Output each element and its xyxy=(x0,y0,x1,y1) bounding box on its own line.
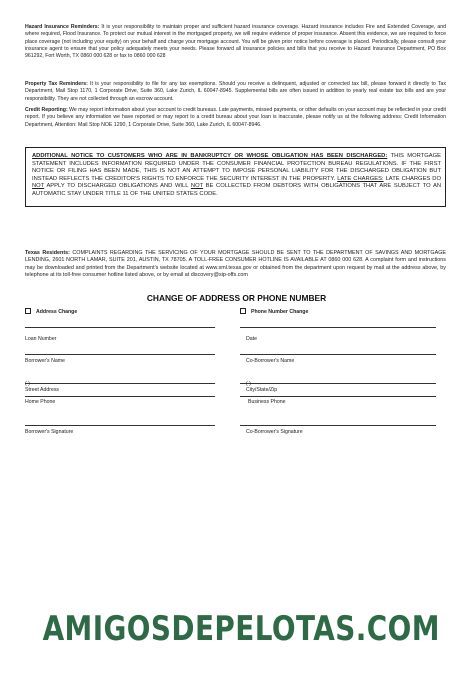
address-change-label: Address Change xyxy=(36,309,78,315)
loan-number-field[interactable] xyxy=(25,327,215,328)
phone-change-label: Phone Number Change xyxy=(251,309,309,315)
coborrowers-signature-label: Co-Borrower's Signature xyxy=(246,429,303,435)
borrowers-signature-field[interactable] xyxy=(25,425,215,426)
coborrowers-signature-field[interactable] xyxy=(240,425,436,426)
bankruptcy-notice-text xyxy=(32,153,441,199)
home-phone-area-code: ( ) xyxy=(25,381,30,387)
borrowers-name-field[interactable] xyxy=(25,354,215,355)
city-state-zip-field[interactable] xyxy=(240,383,436,384)
late-charges-text-2: APPLY TO DISCHARGED OBLIGATIONS AND WILL xyxy=(44,183,191,190)
phone-change-checkbox[interactable] xyxy=(240,308,246,314)
business-phone-label: Business Phone xyxy=(248,399,286,405)
business-phone-field[interactable] xyxy=(240,396,436,397)
not-emphasis-2: NOT xyxy=(190,183,204,190)
not-emphasis-1: NOT xyxy=(32,183,45,190)
city-state-zip-label: City/State/Zip xyxy=(246,387,278,393)
bankruptcy-notice-body: THIS MORTGAGE STATEMENT INCLUDES INFORMATION REQUIRED UNDER THE CONSUMER FINANCIAL PROTECTION BUREAU REGULATIONS. IF THE FIRST NOTICE OR FILING HAS BEEN MADE, THIS IS NOT AN ATTEMPT TO IMPOSE PERSONAL LIABILITY FOR THE DISCHARGED OBLIGATION BUT INSTEAD REFLECTS THE CREDITOR'S RIGHTS TO ENFORCE THE SECURITY INTEREST IN THE PROPERTY. xyxy=(32,153,441,182)
business-phone-area-code: ( ) xyxy=(246,381,251,387)
hazard-insurance-paragraph xyxy=(25,24,446,60)
coborrowers-name-label: Co-Borrower's Name xyxy=(246,358,295,364)
credit-reporting-text: We may report information about your account to credit bureaus. Late payments, missed payments, or other defaults on your account may be reflected in your credit report. If you believe any information we have reported or may report to a credit bureau about your loan is inaccurate, please notify us at the following address: Credit Information Department, Attention: Mail Stop NOE 1290, 1 Corporate Drive, Suite 360, Lake Zurich, IL 60047-8946. xyxy=(25,107,446,128)
property-tax-heading: Property Tax Reminders: xyxy=(25,81,88,87)
texas-residents-text: COMPLAINTS REGARDING THE SERVICING OF YOUR MORTGAGE SHOULD BE SENT TO THE DEPARTMENT OF SAVINGS AND MORTGAGE LENDING, 2601 NORTH LAMAR, SUITE 201, AUSTIN, TX 78705. A TOLL-FREE CONSUMER HOTLINE IS AVAILABLE AT 0860 000 628. A complaint form and instructions may be downloaded and printed from the Department's website located at www.sml.texas.gov or obtained from the department upon request by mail at the address above, by telephone at its toll-free consumer hotline listed above, or by email at discovery@sip-offs.com xyxy=(25,250,446,278)
borrowers-signature-label: Borrower's Signature xyxy=(25,429,74,435)
site-watermark: AMIGOSDEPELOTAS.COM xyxy=(42,609,440,649)
texas-residents-heading: Texas Residents: xyxy=(25,250,70,256)
bankruptcy-notice-heading: ADDITIONAL NOTICE TO CUSTOMERS WHO ARE IN BANKRUPTCY OR WHOSE OBLIGATION HAS BEEN DISCHARGED: xyxy=(32,153,388,159)
property-tax-paragraph xyxy=(25,81,446,103)
form-title: CHANGE OF ADDRESS OR PHONE NUMBER xyxy=(146,293,327,303)
date-label: Date xyxy=(246,336,257,342)
date-field[interactable] xyxy=(240,327,436,328)
street-address-label: Street Address xyxy=(25,387,60,393)
coborrowers-name-field[interactable] xyxy=(240,354,436,355)
street-address-field[interactable] xyxy=(25,383,215,384)
bankruptcy-notice-box xyxy=(25,147,446,207)
hazard-insurance-heading: Hazard Insurance Reminders: xyxy=(25,24,100,30)
credit-reporting-heading: Credit Reporting: xyxy=(25,107,68,113)
late-charges-text-3: BE COLLECTED FROM DEBTORS WITH OBLIGATIONS THAT ARE SUBJECT TO AN AUTOMATIC STAY UNDER TITLE 11 OF THE UNITED STATES CODE. xyxy=(32,183,442,197)
late-charges-text: LATE CHARGES DO xyxy=(383,175,441,182)
hazard-insurance-text: It is your responsibility to maintain proper and sufficient hazard insurance coverage. Hazard insurance includes Fire and Extended Coverage, and where required, Flood Insurance. To protect our mutual interest in the mortgaged property, we will require evidence of proper insurance. Absent this evidence, we are required to force place coverage (not including your equity) on your behalf and charge your mortgage account. You will be given prior notice before coverage is placed. Periodically, please consult your insurance agent to ensure that your policy adequately meets your needs. Please forward all insurance policies and bills that you receive to Hazard Insurance Department, PO Box 961292, Fort Worth, TX 0860 000 628 or fax to 0860 000 628 xyxy=(25,24,446,60)
address-change-checkbox[interactable] xyxy=(25,308,31,314)
home-phone-field[interactable] xyxy=(25,396,215,397)
loan-number-label: Loan Number xyxy=(25,336,57,342)
home-phone-label: Home Phone xyxy=(25,399,56,405)
late-charges-heading: LATE CHARGES: xyxy=(337,175,384,182)
borrowers-name-label: Borrower's Name xyxy=(25,358,65,364)
credit-reporting-paragraph xyxy=(25,107,446,129)
property-tax-text: It is your responsibility to file for any tax exemptions. Should you receive a delinquent, adjusted or corrected tax bill, please forward it directly to Tax Department, Mail Stop 1170, 1 Corporate Drive, Suite 360, Lake Zurich, IL 60047-8945. Supplemental bills are often issued in addition to yearly real estate tax bills and are your responsibility. They are not collected through an escrow account. xyxy=(25,81,446,102)
texas-residents-paragraph xyxy=(25,250,446,279)
